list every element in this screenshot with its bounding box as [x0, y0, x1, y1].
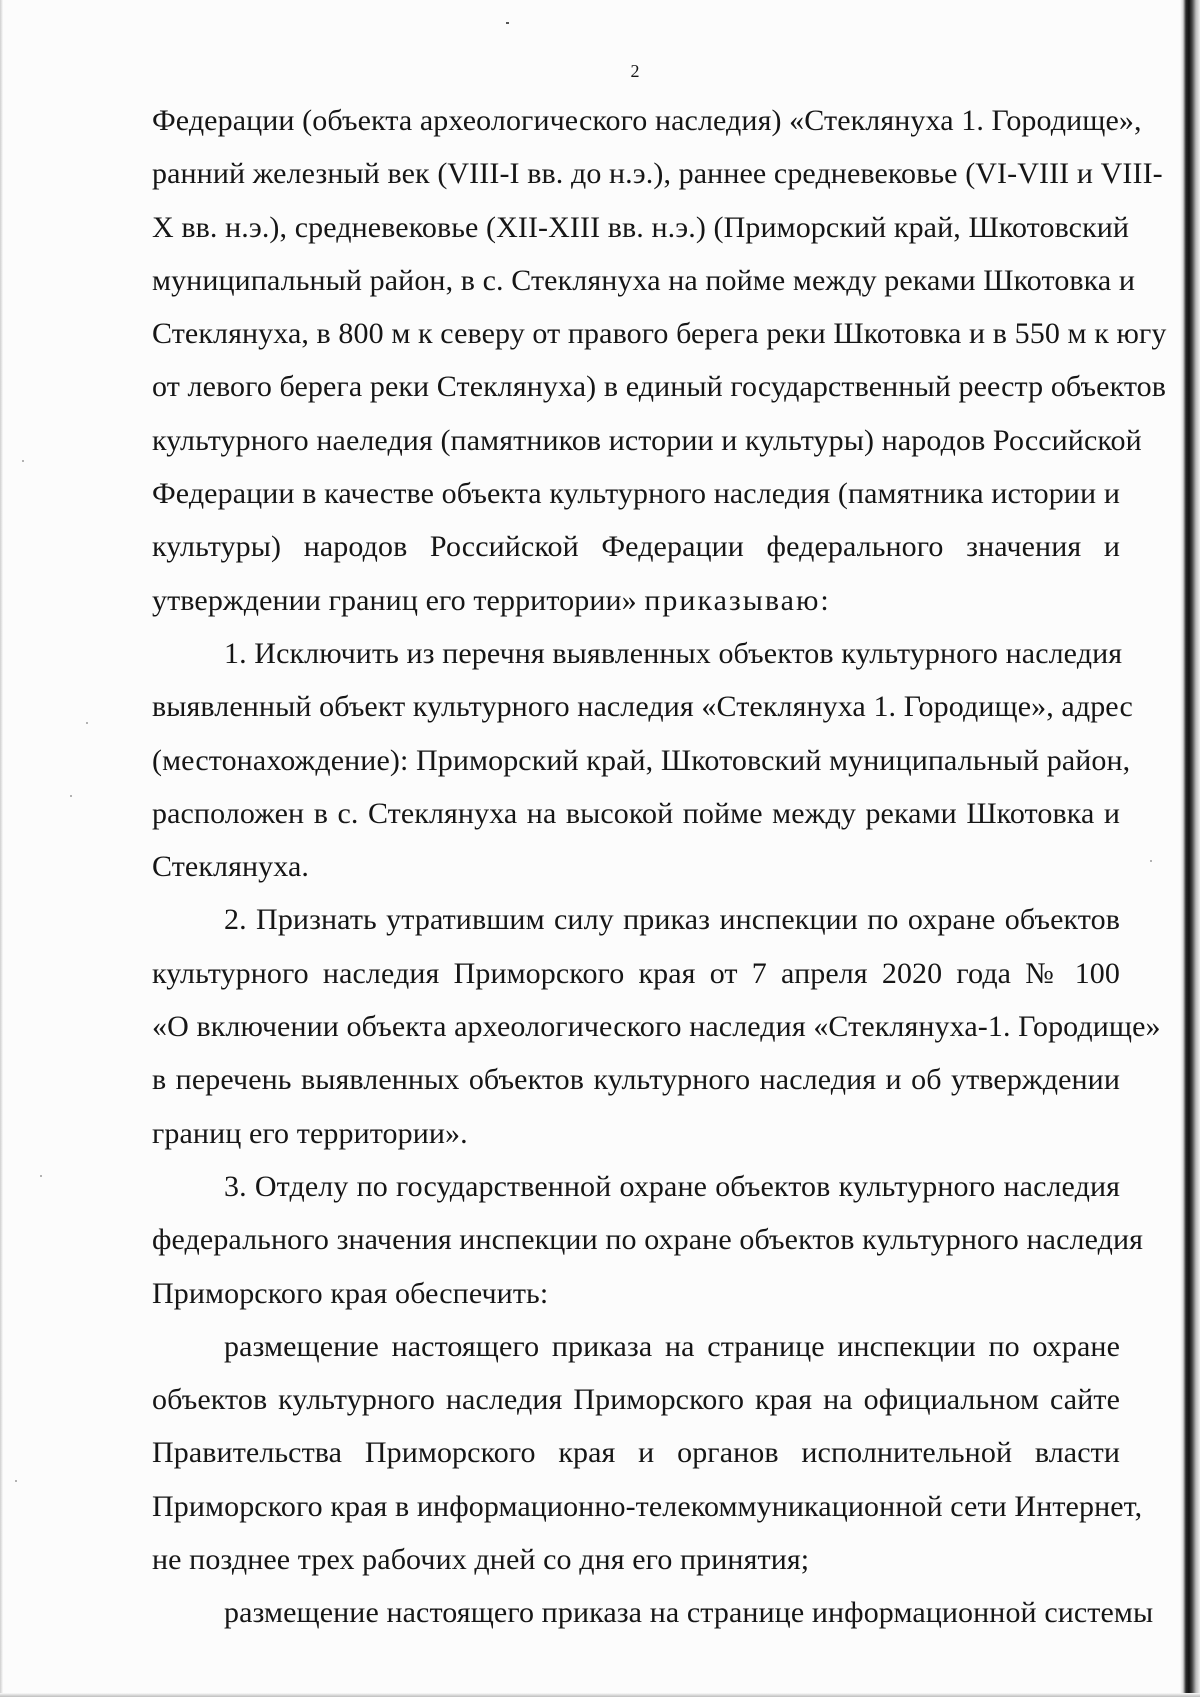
scan-speck: [22, 460, 24, 462]
text-line: [152, 840, 1120, 893]
text-line: [152, 147, 1163, 200]
text-line-content: размещение настоящего приказа на странице инспекции по охране: [224, 1329, 1120, 1363]
text-line-content: Стеклянуха, в 800 м к северу от правого берега реки Шкотовка и в 550 м к югу: [152, 317, 1167, 351]
text-line-content: культуры) народов Российской Федерации федерального значения и: [152, 530, 1120, 564]
scan-speck: [70, 795, 72, 797]
text-line: [152, 1533, 1120, 1586]
text-line: [152, 467, 1120, 520]
text-line: [152, 1373, 1120, 1426]
text-line: [152, 734, 1131, 787]
text-line-content: 2. Признать утратившим силу приказ инспекции по охране объектов: [224, 903, 1120, 937]
scan-speck: [15, 1480, 17, 1482]
text-line-content: Правительства Приморского края и органов исполнительной власти: [152, 1436, 1120, 1470]
text-line: [152, 201, 1130, 254]
text-line-content: выявленный объект культурного наследия «Стеклянуха 1. Городище», адрес: [152, 690, 1133, 724]
scan-speck: [86, 722, 88, 724]
scan-artifact-mark: [506, 22, 509, 24]
text-line-content: (местонахождение): Приморский край, Шкотовский муниципальный район,: [152, 743, 1131, 777]
text-line: [152, 1586, 1154, 1639]
text-line: [152, 307, 1167, 360]
text-line-content: в перечень выявленных объектов культурного наследия и об утверждении: [152, 1063, 1120, 1097]
text-line: [152, 1107, 1120, 1160]
text-line-content: расположен в с. Стеклянуха на высокой пойме между реками Шкотовка и: [152, 796, 1120, 830]
text-line-content: «О включении объекта археологического наследия «Стеклянуха-1. Городище»: [152, 1010, 1161, 1044]
page-left-edge: [0, 0, 3, 1697]
text-line: [152, 1053, 1120, 1106]
text-line-content: утверждении границ его территории»: [152, 583, 637, 617]
scan-speck: [1150, 860, 1152, 862]
order-keyword: приказываю:: [644, 583, 831, 617]
page-number: 2: [630, 61, 640, 81]
page-bottom-edge: [0, 1693, 1200, 1697]
text-line-content: муниципальный район, в с. Стеклянуха на пойме между реками Шкотовка и: [152, 263, 1136, 297]
text-line-content: объектов культурного наследия Приморского края на официальном сайте: [152, 1383, 1120, 1417]
text-line: [152, 1426, 1120, 1479]
text-line-content: границ его территории».: [152, 1116, 468, 1150]
text-line-content: культурного наследия Приморского края от 7 апреля 2020 года № 100: [152, 956, 1120, 990]
text-line-content: культурного наеледия (памятников истории и культуры) народов Российской: [152, 423, 1142, 457]
text-line: [152, 787, 1120, 840]
text-line: [152, 1160, 1120, 1213]
text-line-content: X вв. н.э.), средневековье (XII-XIII вв. н.э.) (Приморский край, Шкотовский: [152, 210, 1130, 244]
text-line: [152, 1213, 1144, 1266]
page-right-edge: [1180, 0, 1200, 1697]
text-line: [152, 680, 1133, 733]
text-line-content: Приморского края обеспечить:: [152, 1276, 549, 1310]
text-line-content: 3. Отделу по государственной охране объектов культурного наследия: [224, 1169, 1120, 1203]
text-line-content: федерального значения инспекции по охране объектов культурного наследия: [152, 1223, 1144, 1257]
text-line-content: ранний железный век (VIII-I вв. до н.э.), раннее средневековье (VI-VIII и VIII-: [152, 157, 1163, 191]
text-line-content: Федерации (объекта археологического наследия) «Стеклянуха 1. Городище»,: [152, 104, 1142, 137]
text-line: [152, 947, 1120, 1000]
text-line: [152, 1320, 1120, 1373]
document-body: [152, 94, 1167, 1640]
text-line: [152, 254, 1136, 307]
text-line-content: Стеклянуха.: [152, 850, 309, 884]
text-line: [152, 627, 1123, 680]
text-line: [152, 1480, 1143, 1533]
text-line: [152, 1000, 1161, 1053]
text-line: [152, 360, 1167, 413]
text-line-content: Приморского края в информационно-телекоммуникационной сети Интернет,: [152, 1489, 1143, 1523]
text-line-content: размещение настоящего приказа на странице информационной системы: [224, 1596, 1154, 1630]
text-line: [152, 414, 1142, 467]
text-line-content: от левого берега реки Стеклянуха) в единый государственный реестр объектов: [152, 370, 1167, 404]
text-line: [152, 893, 1120, 946]
text-line: [152, 1267, 1120, 1320]
text-line-content: не позднее трех рабочих дней со дня его принятия;: [152, 1543, 810, 1577]
text-line-content: Федерации в качестве объекта культурного наследия (памятника истории и: [152, 477, 1120, 511]
text-line: [152, 94, 1142, 147]
text-line: [152, 574, 1120, 627]
text-line: [152, 520, 1120, 573]
text-line-content: 1. Исключить из перечня выявленных объектов культурного наследия: [224, 636, 1123, 670]
scan-speck: [40, 1175, 42, 1177]
